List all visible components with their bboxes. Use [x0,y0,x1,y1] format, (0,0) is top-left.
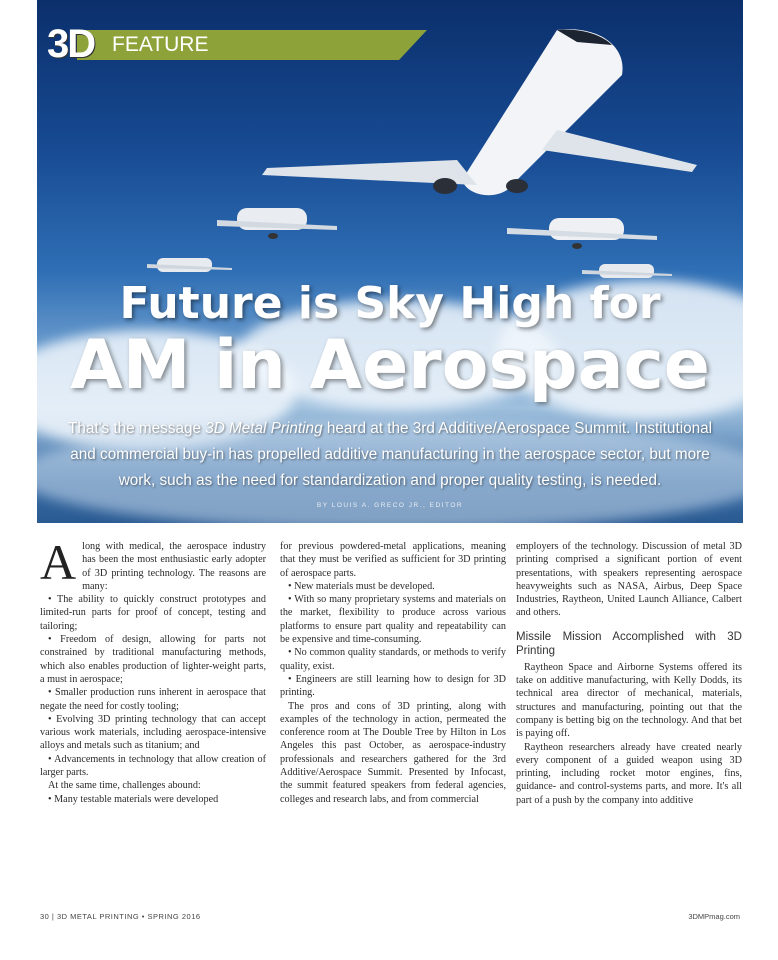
byline: BY LOUIS A. GRECO JR., EDITOR [316,502,464,509]
paragraph: • Engineers are still learning how to design for 3D printing. [280,673,506,699]
paragraph: Raytheon Space and Airborne Systems offered its take on additive manufacturing, with Kelly Dodds, its technical area director of mechanical, materials, structures and manufacturing, pointing out that the company is betting big on the technology. And that bet is paying off. [516,661,742,740]
paragraph: • No common quality standards, or methods to verify quality, exist. [280,647,506,672]
paragraph: employers of the technology. Discussion of metal 3D printing comprised a significant portion of event presentations, with speakers representing aerospace heavyweights such as NASA, Airbus, Deep Space Industries, Raytheon, United Launch Alliance, Calbert and others. [516,541,742,619]
airplane-icon [147,258,232,272]
paragraph: • Freedom of design, allowing for parts not constrained by traditional manufacturing methods, which also enables production of lighter-weight parts, a must in aerospace; [40,634,266,685]
article-column-2 [280,540,506,806]
folio: 30 | 3D METAL PRINTING • SPRING 2016 [40,912,201,921]
paragraph: • Smaller production runs inherent in aerospace that negate the need for costly tooling; [40,687,266,712]
paragraph: • New materials must be developed. [288,580,435,592]
paragraph: for previous powdered-metal applications, meaning that they must be verified as sufficient for 3D printing of aerospace parts. [280,541,506,579]
headline-line-2: AM in Aerospace [70,326,710,405]
paragraph: At the same time, challenges abound: [48,780,201,792]
magazine-logo: 3D [47,22,95,66]
airplane-icon [582,264,672,278]
deck-post: heard at the 3rd Additive/Aerospace Summit. Institutional and commercial buy-in has propelled additive manufacturing in the aerospace sector, but more work, such as the need for standardization and proper quality testing, is needed. [70,420,713,489]
article-column-1 [40,534,266,806]
paragraph: • Many testable materials were developed [48,793,219,805]
article-column-3 [516,540,742,807]
deck-pre: That's the message [67,420,206,437]
airplane-icon [217,208,337,239]
paragraph: Raytheon researchers already have created nearly every component of a guided weapon using 3D printing, including rocket motor engines, fins, guidance- and control-systems parts, and more. It's all part of a push by the company into additive [516,741,742,806]
paragraph: • The ability to quickly construct prototypes and limited-run parts for proof of concept, testing and tailoring; [40,594,266,632]
website-link[interactable]: 3DMPmag.com [688,912,740,921]
paragraph: • Evolving 3D printing technology that can accept various work materials, including aerospace-intensive alloys and metals such as titanium; and [40,713,266,752]
headline-line-1: Future is Sky High for [119,278,661,329]
deck-text [55,416,725,494]
hero-image [37,0,743,523]
paragraph: The pros and cons of 3D printing, along with examples of the technology in action, permeated the conference room at The Double Tree by Hilton in Los Angeles this past October, as aerospace-industry professionals and researchers gathered for the 3rd Additive/Aerospace Summit. Presented by Infocast, the summit featured speakers from federal agencies, colleges and research labs, and from commercial [280,700,506,805]
paragraph: • With so many proprietary systems and materials on the market, flexibility to produce across various platforms to ensure part quality and repeatability can be expensive and time-consuming. [280,594,506,646]
section-label: FEATURE [112,33,209,56]
paragraph: Along with medical, the aerospace industry has been the most enthusiastic early adopter of 3D printing technology. The reasons are many: [40,534,266,592]
drop-cap: A [40,534,77,590]
publication-name: 3D Metal Printing [205,420,323,437]
airplane-icon [507,218,657,249]
subheading: Missile Mission Accomplished with 3D Printing [516,630,742,657]
paragraph: • Advancements in technology that allow creation of larger parts. [40,753,266,779]
